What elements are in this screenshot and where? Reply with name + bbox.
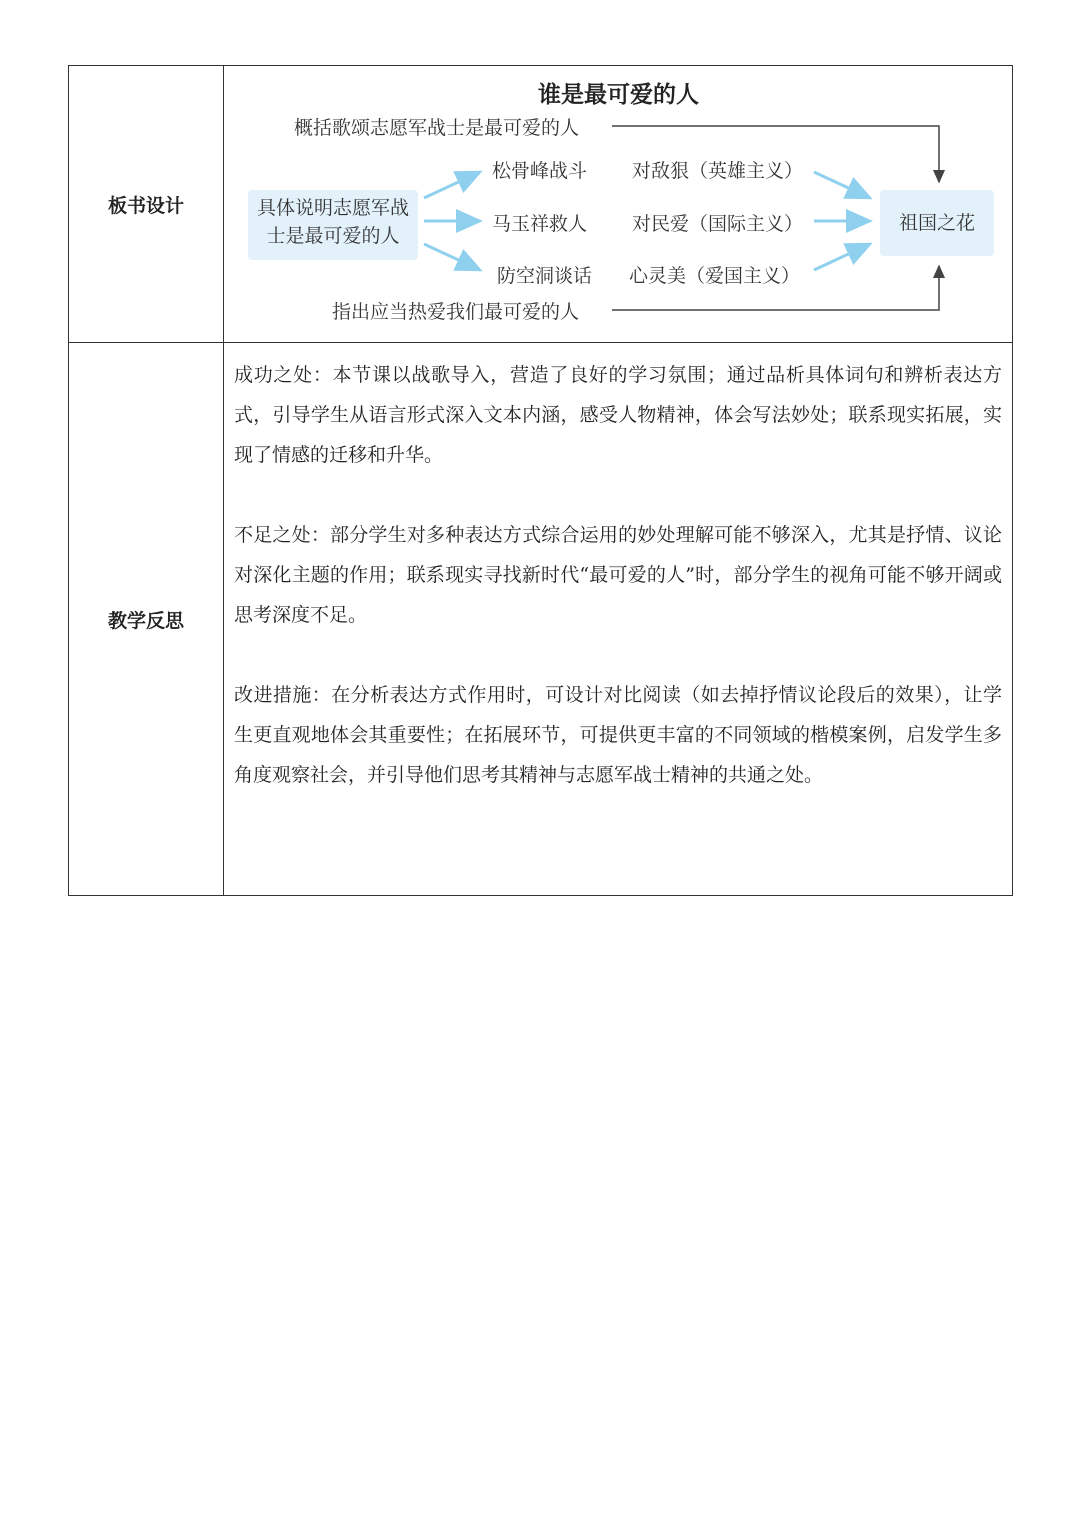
- arrow-left-top: [424, 172, 480, 198]
- lesson-table: [68, 65, 1013, 896]
- board-design-label: 板书设计: [69, 66, 224, 343]
- top-summary-text: 概括歌颂志愿军战士是最可爱的人: [294, 117, 580, 139]
- board-design-cell: [224, 66, 1013, 343]
- left-box-line2: 士是最可爱的人: [266, 225, 400, 247]
- reflection-cell: [224, 343, 1013, 896]
- left-box: [248, 190, 418, 260]
- arrow-right-bottom: [814, 244, 870, 270]
- arrow-left-bottom: [424, 244, 480, 270]
- arrow-right-top: [814, 172, 870, 198]
- board-title: 谁是最可爱的人: [538, 82, 699, 108]
- left-box-line1: 具体说明志愿军战: [256, 197, 409, 219]
- board-design-row: [69, 66, 1013, 343]
- event-item: 松骨峰战斗: [492, 160, 588, 182]
- reflection-label: 教学反思: [69, 343, 224, 896]
- reflection-shortcoming: 不足之处：部分学生对多种表达方式综合运用的妙处理解可能不够深入，尤其是抒情、议论对深化主题的作用；联系现实寻找新时代“最可爱的人”时，部分学生的视角可能不够开阔或思考深度不足。: [234, 524, 1002, 626]
- reflection-success: 成功之处：本节课以战歌导入，营造了良好的学习氛围；通过品析具体词句和辨析表达方式，引导学生从语言形式深入文本内涵，感受人物精神，体会写法妙处；联系现实拓展，实现了情感的迁移和升华。: [234, 364, 1002, 466]
- event-item: 马玉祥救人: [492, 213, 588, 235]
- board-diagram: [224, 66, 1013, 342]
- reflection-improvement: 改进措施：在分析表达方式作用时，可设计对比阅读（如去掉抒情议论段后的效果），让学生更直观地体会其重要性；在拓展环节，可提供更丰富的不同领域的楷模案例，启发学生多角度观察社会，并引导他们思考其精神与志愿军战士精神的共通之处。: [234, 684, 1002, 786]
- quality-item: 心灵美（爱国主义）: [629, 265, 801, 287]
- event-item: 防空洞谈话: [497, 265, 593, 287]
- right-box: 祖国之花: [880, 190, 994, 256]
- quality-item: 对敌狠（英雄主义）: [632, 160, 804, 182]
- reflection-row: [69, 343, 1013, 896]
- quality-item: 对民爱（国际主义）: [632, 213, 804, 235]
- bottom-summary-text: 指出应当热爱我们最可爱的人: [332, 301, 580, 323]
